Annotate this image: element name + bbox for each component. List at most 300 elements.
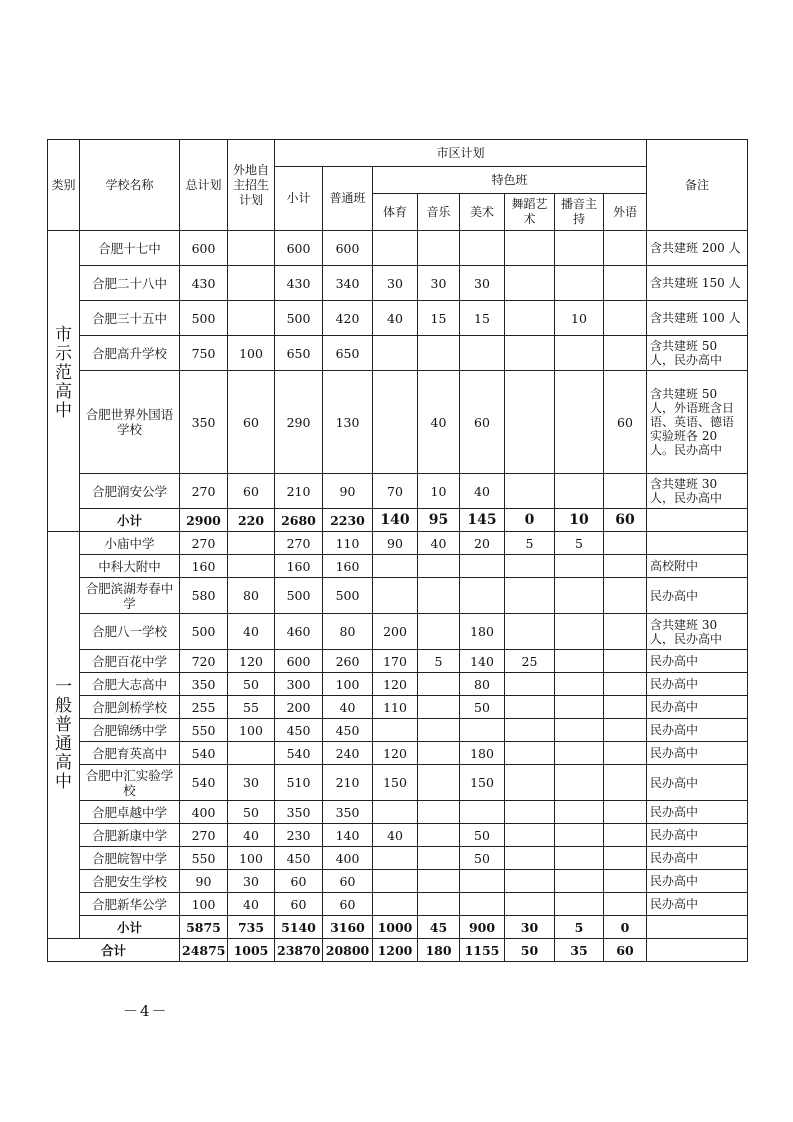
school-name: 合肥育英高中 <box>80 742 180 765</box>
school-name: 合肥新华公学 <box>80 893 180 916</box>
broadcast-cell <box>555 765 604 801</box>
broadcast-cell <box>555 231 604 266</box>
grand-total-label: 合计 <box>48 939 180 962</box>
art-cell: 50 <box>460 847 505 870</box>
regular-cell: 100 <box>323 673 373 696</box>
header-city-plan: 市区计划 <box>275 140 647 167</box>
language-grand-total: 60 <box>604 939 647 962</box>
total-plan-cell: 400 <box>180 801 228 824</box>
dance-cell <box>505 266 555 301</box>
note-cell: 民办高中 <box>647 870 748 893</box>
outside-plan-cell: 80 <box>228 578 275 614</box>
broadcast-cell <box>555 696 604 719</box>
pe-cell: 150 <box>373 765 418 801</box>
subtotal-label: 小计 <box>80 916 180 939</box>
outside-plan-cell: 55 <box>228 696 275 719</box>
outside-plan-cell: 60 <box>228 371 275 474</box>
music-cell <box>418 231 460 266</box>
table-row <box>48 765 748 801</box>
regular-cell: 500 <box>323 578 373 614</box>
art-cell: 180 <box>460 614 505 650</box>
dance-cell <box>505 371 555 474</box>
art-cell <box>460 870 505 893</box>
art-cell: 20 <box>460 532 505 555</box>
language-cell <box>604 801 647 824</box>
outside-plan-cell <box>228 532 275 555</box>
broadcast-cell <box>555 847 604 870</box>
regular-grand-total: 20800 <box>323 939 373 962</box>
subtotal-cell: 290 <box>275 371 323 474</box>
subtotal-cell: 60 <box>275 893 323 916</box>
note-cell: 民办高中 <box>647 824 748 847</box>
outside-plan-subtotal: 220 <box>228 509 275 532</box>
broadcast-subtotal: 5 <box>555 916 604 939</box>
art-cell <box>460 231 505 266</box>
header-dance: 舞蹈艺术 <box>505 194 555 231</box>
school-name: 合肥润安公学 <box>80 474 180 509</box>
note-cell: 含共建班 100 人 <box>647 301 748 336</box>
dance-cell <box>505 719 555 742</box>
page-number: －4－ <box>123 1002 169 1020</box>
header-category: 类别 <box>48 140 80 231</box>
total-plan-grand-total: 24875 <box>180 939 228 962</box>
broadcast-cell <box>555 719 604 742</box>
pe-cell: 110 <box>373 696 418 719</box>
regular-cell: 420 <box>323 301 373 336</box>
regular-cell: 80 <box>323 614 373 650</box>
regular-cell: 260 <box>323 650 373 673</box>
language-cell <box>604 231 647 266</box>
subtotal-cell: 230 <box>275 824 323 847</box>
total-plan-cell: 550 <box>180 847 228 870</box>
broadcast-cell: 5 <box>555 532 604 555</box>
table-row <box>48 742 748 765</box>
art-cell <box>460 336 505 371</box>
subtotal-cell: 600 <box>275 650 323 673</box>
subtotal-cell: 430 <box>275 266 323 301</box>
school-name: 合肥剑桥学校 <box>80 696 180 719</box>
subtotal-cell: 600 <box>275 231 323 266</box>
dance-cell <box>505 847 555 870</box>
outside-plan-cell <box>228 555 275 578</box>
grand-total-row <box>48 939 748 962</box>
table-row <box>48 870 748 893</box>
total-plan-cell: 270 <box>180 474 228 509</box>
total-plan-subtotal: 2900 <box>180 509 228 532</box>
subtotal-subtotal: 5140 <box>275 916 323 939</box>
language-cell <box>604 532 647 555</box>
category-label <box>48 231 80 532</box>
music-cell <box>418 578 460 614</box>
regular-cell: 90 <box>323 474 373 509</box>
subtotal-cell: 200 <box>275 696 323 719</box>
table-row <box>48 824 748 847</box>
outside-plan-grand-total: 1005 <box>228 939 275 962</box>
broadcast-grand-total: 35 <box>555 939 604 962</box>
school-name: 合肥锦绣中学 <box>80 719 180 742</box>
language-cell <box>604 336 647 371</box>
header-outside-plan: 外地自主招生计划 <box>228 140 275 231</box>
header-pe: 体育 <box>373 194 418 231</box>
pe-cell: 170 <box>373 650 418 673</box>
header-regular-class: 普通班 <box>323 167 373 231</box>
header-special-class: 特色班 <box>373 167 647 194</box>
regular-cell: 650 <box>323 336 373 371</box>
dance-cell <box>505 614 555 650</box>
regular-cell: 340 <box>323 266 373 301</box>
table-row <box>48 555 748 578</box>
school-name: 合肥安生学校 <box>80 870 180 893</box>
total-plan-cell: 270 <box>180 824 228 847</box>
outside-plan-cell <box>228 266 275 301</box>
music-cell <box>418 696 460 719</box>
language-cell <box>604 650 647 673</box>
table-row <box>48 578 748 614</box>
table-row <box>48 532 748 555</box>
broadcast-cell <box>555 893 604 916</box>
subtotal-cell: 500 <box>275 301 323 336</box>
outside-plan-cell: 100 <box>228 336 275 371</box>
art-cell <box>460 893 505 916</box>
broadcast-cell <box>555 336 604 371</box>
pe-cell <box>373 578 418 614</box>
subtotal-row <box>48 916 748 939</box>
pe-grand-total: 1200 <box>373 939 418 962</box>
regular-cell: 110 <box>323 532 373 555</box>
note-cell: 民办高中 <box>647 673 748 696</box>
outside-plan-cell: 50 <box>228 801 275 824</box>
total-plan-cell: 160 <box>180 555 228 578</box>
music-cell <box>418 847 460 870</box>
dance-cell <box>505 474 555 509</box>
outside-plan-cell: 40 <box>228 893 275 916</box>
dance-cell <box>505 870 555 893</box>
pe-cell: 200 <box>373 614 418 650</box>
pe-subtotal: 140 <box>373 509 418 532</box>
language-cell <box>604 578 647 614</box>
art-cell: 140 <box>460 650 505 673</box>
table-row <box>48 719 748 742</box>
outside-plan-cell: 100 <box>228 847 275 870</box>
table-row <box>48 650 748 673</box>
broadcast-cell <box>555 555 604 578</box>
broadcast-cell <box>555 650 604 673</box>
note-cell: 民办高中 <box>647 801 748 824</box>
language-cell <box>604 555 647 578</box>
pe-cell: 40 <box>373 301 418 336</box>
school-name: 合肥八一学校 <box>80 614 180 650</box>
pe-cell <box>373 847 418 870</box>
music-cell: 30 <box>418 266 460 301</box>
art-cell: 80 <box>460 673 505 696</box>
school-name: 合肥二十八中 <box>80 266 180 301</box>
dance-cell <box>505 578 555 614</box>
school-name: 合肥三十五中 <box>80 301 180 336</box>
art-cell: 50 <box>460 696 505 719</box>
note-cell: 民办高中 <box>647 650 748 673</box>
table-body <box>48 231 748 962</box>
table-row <box>48 371 748 474</box>
subtotal-cell: 350 <box>275 801 323 824</box>
pe-cell: 120 <box>373 742 418 765</box>
table-header <box>48 140 748 231</box>
language-cell <box>604 696 647 719</box>
music-cell: 15 <box>418 301 460 336</box>
regular-cell: 210 <box>323 765 373 801</box>
language-cell <box>604 765 647 801</box>
subtotal-cell: 510 <box>275 765 323 801</box>
dance-cell <box>505 765 555 801</box>
art-cell: 180 <box>460 742 505 765</box>
broadcast-cell <box>555 266 604 301</box>
note-cell: 高校附中 <box>647 555 748 578</box>
broadcast-cell <box>555 371 604 474</box>
table-row <box>48 336 748 371</box>
art-cell <box>460 555 505 578</box>
total-plan-cell: 580 <box>180 578 228 614</box>
total-plan-cell: 500 <box>180 614 228 650</box>
outside-plan-cell: 30 <box>228 765 275 801</box>
language-cell <box>604 301 647 336</box>
school-name: 合肥百花中学 <box>80 650 180 673</box>
note-cell: 民办高中 <box>647 578 748 614</box>
art-cell: 150 <box>460 765 505 801</box>
broadcast-cell: 10 <box>555 301 604 336</box>
total-plan-cell: 750 <box>180 336 228 371</box>
note-cell <box>647 939 748 962</box>
broadcast-cell <box>555 870 604 893</box>
music-cell <box>418 742 460 765</box>
header-art: 美术 <box>460 194 505 231</box>
total-plan-cell: 500 <box>180 301 228 336</box>
note-cell: 民办高中 <box>647 719 748 742</box>
table-row <box>48 673 748 696</box>
outside-plan-cell: 60 <box>228 474 275 509</box>
header-subtotal: 小计 <box>275 167 323 231</box>
broadcast-cell <box>555 742 604 765</box>
note-cell <box>647 916 748 939</box>
outside-plan-cell: 40 <box>228 614 275 650</box>
total-plan-cell: 350 <box>180 673 228 696</box>
broadcast-cell <box>555 474 604 509</box>
header-school-name: 学校名称 <box>80 140 180 231</box>
language-cell <box>604 673 647 696</box>
category-text: 市示范高中 <box>55 325 72 421</box>
dance-cell <box>505 801 555 824</box>
regular-cell: 40 <box>323 696 373 719</box>
dance-cell <box>505 231 555 266</box>
note-cell: 含共建班 200 人 <box>647 231 748 266</box>
art-grand-total: 1155 <box>460 939 505 962</box>
subtotal-cell: 210 <box>275 474 323 509</box>
total-plan-cell: 90 <box>180 870 228 893</box>
regular-cell: 600 <box>323 231 373 266</box>
total-plan-cell: 100 <box>180 893 228 916</box>
school-name: 合肥大志高中 <box>80 673 180 696</box>
dance-cell <box>505 301 555 336</box>
language-cell <box>604 719 647 742</box>
table-row <box>48 893 748 916</box>
language-cell <box>604 742 647 765</box>
total-plan-cell: 540 <box>180 742 228 765</box>
table-row <box>48 301 748 336</box>
table-row <box>48 266 748 301</box>
art-cell: 40 <box>460 474 505 509</box>
subtotal-grand-total: 23870 <box>275 939 323 962</box>
regular-cell: 160 <box>323 555 373 578</box>
note-cell <box>647 509 748 532</box>
regular-cell: 400 <box>323 847 373 870</box>
subtotal-cell: 160 <box>275 555 323 578</box>
art-cell <box>460 719 505 742</box>
category-label <box>48 532 80 939</box>
subtotal-cell: 60 <box>275 870 323 893</box>
music-grand-total: 180 <box>418 939 460 962</box>
header-note: 备注 <box>647 140 748 231</box>
note-cell: 民办高中 <box>647 893 748 916</box>
outside-plan-cell: 120 <box>228 650 275 673</box>
broadcast-cell <box>555 801 604 824</box>
note-cell: 含共建班 30 人，民办高中 <box>647 474 748 509</box>
regular-cell: 240 <box>323 742 373 765</box>
table-row <box>48 847 748 870</box>
subtotal-cell: 450 <box>275 847 323 870</box>
music-cell <box>418 765 460 801</box>
music-cell <box>418 719 460 742</box>
subtotal-row <box>48 509 748 532</box>
pe-cell <box>373 336 418 371</box>
note-cell: 民办高中 <box>647 847 748 870</box>
regular-cell: 60 <box>323 893 373 916</box>
note-cell: 含共建班 50 人，民办高中 <box>647 336 748 371</box>
table-row <box>48 231 748 266</box>
school-name: 中科大附中 <box>80 555 180 578</box>
outside-plan-cell <box>228 301 275 336</box>
dance-cell <box>505 742 555 765</box>
regular-cell: 60 <box>323 870 373 893</box>
dance-cell <box>505 893 555 916</box>
subtotal-subtotal: 2680 <box>275 509 323 532</box>
school-name: 合肥滨湖寿春中学 <box>80 578 180 614</box>
regular-cell: 140 <box>323 824 373 847</box>
note-cell: 民办高中 <box>647 696 748 719</box>
note-cell: 民办高中 <box>647 765 748 801</box>
note-cell: 含共建班 30 人，民办高中 <box>647 614 748 650</box>
dance-cell <box>505 696 555 719</box>
music-cell: 40 <box>418 371 460 474</box>
total-plan-cell: 540 <box>180 765 228 801</box>
total-plan-cell: 350 <box>180 371 228 474</box>
dance-cell: 5 <box>505 532 555 555</box>
language-cell <box>604 847 647 870</box>
music-cell <box>418 893 460 916</box>
subtotal-cell: 450 <box>275 719 323 742</box>
subtotal-cell: 500 <box>275 578 323 614</box>
total-plan-cell: 255 <box>180 696 228 719</box>
music-cell: 40 <box>418 532 460 555</box>
total-plan-cell: 430 <box>180 266 228 301</box>
music-cell <box>418 801 460 824</box>
note-cell: 含共建班 150 人 <box>647 266 748 301</box>
subtotal-cell: 460 <box>275 614 323 650</box>
school-name: 小庙中学 <box>80 532 180 555</box>
language-cell <box>604 474 647 509</box>
subtotal-cell: 540 <box>275 742 323 765</box>
dance-cell <box>505 673 555 696</box>
table-row <box>48 614 748 650</box>
total-plan-cell: 600 <box>180 231 228 266</box>
language-cell <box>604 824 647 847</box>
note-cell: 民办高中 <box>647 742 748 765</box>
art-subtotal: 900 <box>460 916 505 939</box>
broadcast-cell <box>555 578 604 614</box>
art-cell: 50 <box>460 824 505 847</box>
note-cell: 含共建班 50 人，外语班含日语、英语、德语实验班各 20 人。民办高中 <box>647 371 748 474</box>
art-cell: 60 <box>460 371 505 474</box>
school-name: 合肥高升学校 <box>80 336 180 371</box>
subtotal-cell: 650 <box>275 336 323 371</box>
pe-cell <box>373 231 418 266</box>
pe-cell: 120 <box>373 673 418 696</box>
art-cell <box>460 801 505 824</box>
music-cell <box>418 824 460 847</box>
outside-plan-cell <box>228 231 275 266</box>
art-cell: 15 <box>460 301 505 336</box>
pe-cell: 30 <box>373 266 418 301</box>
art-subtotal: 145 <box>460 509 505 532</box>
pe-cell <box>373 893 418 916</box>
subtotal-cell: 300 <box>275 673 323 696</box>
school-name: 合肥新康中学 <box>80 824 180 847</box>
language-cell <box>604 870 647 893</box>
school-name: 合肥中汇实验学校 <box>80 765 180 801</box>
pe-cell: 90 <box>373 532 418 555</box>
pe-cell <box>373 371 418 474</box>
broadcast-cell <box>555 614 604 650</box>
school-name: 合肥世界外国语学校 <box>80 371 180 474</box>
dance-subtotal: 0 <box>505 509 555 532</box>
art-cell: 30 <box>460 266 505 301</box>
note-cell <box>647 532 748 555</box>
table-row <box>48 696 748 719</box>
regular-cell: 450 <box>323 719 373 742</box>
table-row <box>48 801 748 824</box>
music-cell: 10 <box>418 474 460 509</box>
music-cell: 5 <box>418 650 460 673</box>
subtotal-cell: 270 <box>275 532 323 555</box>
pe-cell <box>373 555 418 578</box>
language-cell <box>604 893 647 916</box>
dance-cell <box>505 336 555 371</box>
header-total-plan: 总计划 <box>180 140 228 231</box>
subtotal-label: 小计 <box>80 509 180 532</box>
music-cell <box>418 614 460 650</box>
outside-plan-cell: 50 <box>228 673 275 696</box>
dance-cell <box>505 555 555 578</box>
regular-cell: 350 <box>323 801 373 824</box>
music-cell <box>418 870 460 893</box>
language-subtotal: 60 <box>604 509 647 532</box>
category-text: 一般普通高中 <box>55 677 72 792</box>
regular-subtotal: 2230 <box>323 509 373 532</box>
outside-plan-cell <box>228 742 275 765</box>
pe-cell <box>373 719 418 742</box>
regular-cell: 130 <box>323 371 373 474</box>
pe-cell <box>373 870 418 893</box>
music-cell <box>418 336 460 371</box>
school-name: 合肥十七中 <box>80 231 180 266</box>
art-cell <box>460 578 505 614</box>
